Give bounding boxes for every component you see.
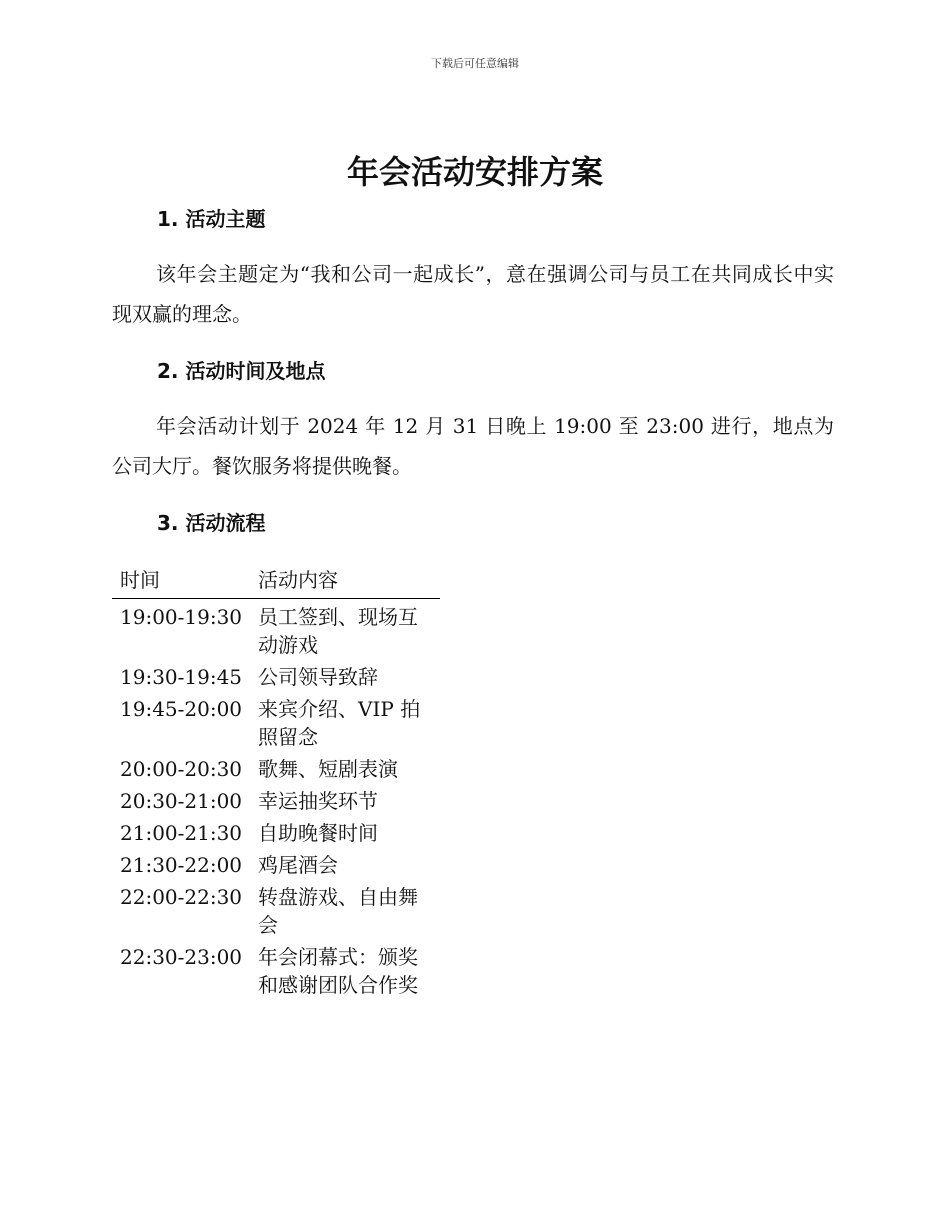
- activity-cell: 年会闭幕式：颁奖和感谢团队合作奖: [258, 945, 419, 997]
- schedule-table: [112, 564, 440, 1001]
- activity-cell: 幸运抽奖环节: [258, 789, 379, 813]
- table-row: [112, 941, 440, 1001]
- theme-paragraph: 该年会主题定为“我和公司一起成长”，意在强调公司与员工在共同成长中实现双赢的理念。: [112, 262, 834, 326]
- table-row: [112, 693, 440, 753]
- table-row: [112, 661, 440, 693]
- time-location-paragraph: 年会活动计划于 2024 年 12 月 31 日晚上 19:00 至 23:00 进行，地点为公司大厅。餐饮服务将提供晚餐。: [112, 414, 834, 478]
- table-row: [112, 849, 440, 881]
- document-title: 年会活动安排方案: [346, 153, 603, 191]
- time-cell: 19:45-20:00: [120, 697, 243, 721]
- activity-cell: 公司领导致辞: [258, 665, 379, 689]
- time-cell: 19:00-19:30: [120, 605, 243, 629]
- header-time: 时间: [112, 564, 250, 599]
- time-cell: 20:00-20:30: [120, 757, 243, 781]
- section-heading-time-location: 2. 活动时间及地点: [157, 359, 326, 383]
- activity-cell: 自助晚餐时间: [258, 821, 379, 845]
- header-note: 下载后可任意编辑: [431, 57, 519, 70]
- section-heading-process: 3. 活动流程: [157, 511, 266, 535]
- time-cell: 21:00-21:30: [120, 821, 243, 845]
- time-cell: 21:30-22:00: [120, 853, 243, 877]
- table-row: [112, 753, 440, 785]
- header-activity: 活动内容: [250, 564, 440, 599]
- time-cell: 22:30-23:00: [120, 945, 243, 969]
- time-cell: 22:00-22:30: [120, 885, 243, 909]
- table-row: [112, 817, 440, 849]
- activity-cell: 鸡尾酒会: [258, 853, 339, 877]
- table-row: [112, 881, 440, 941]
- table-row: [112, 599, 440, 662]
- activity-cell: 转盘游戏、自由舞会: [258, 885, 419, 937]
- schedule-header-row: [112, 564, 440, 599]
- activity-cell: 歌舞、短剧表演: [258, 757, 399, 781]
- time-cell: 19:30-19:45: [120, 665, 243, 689]
- table-row: [112, 785, 440, 817]
- activity-cell: 员工签到、现场互动游戏: [258, 605, 419, 657]
- activity-cell: 来宾介绍、VIP 拍照留念: [258, 697, 421, 749]
- section-heading-theme: 1. 活动主题: [157, 207, 266, 231]
- time-cell: 20:30-21:00: [120, 789, 243, 813]
